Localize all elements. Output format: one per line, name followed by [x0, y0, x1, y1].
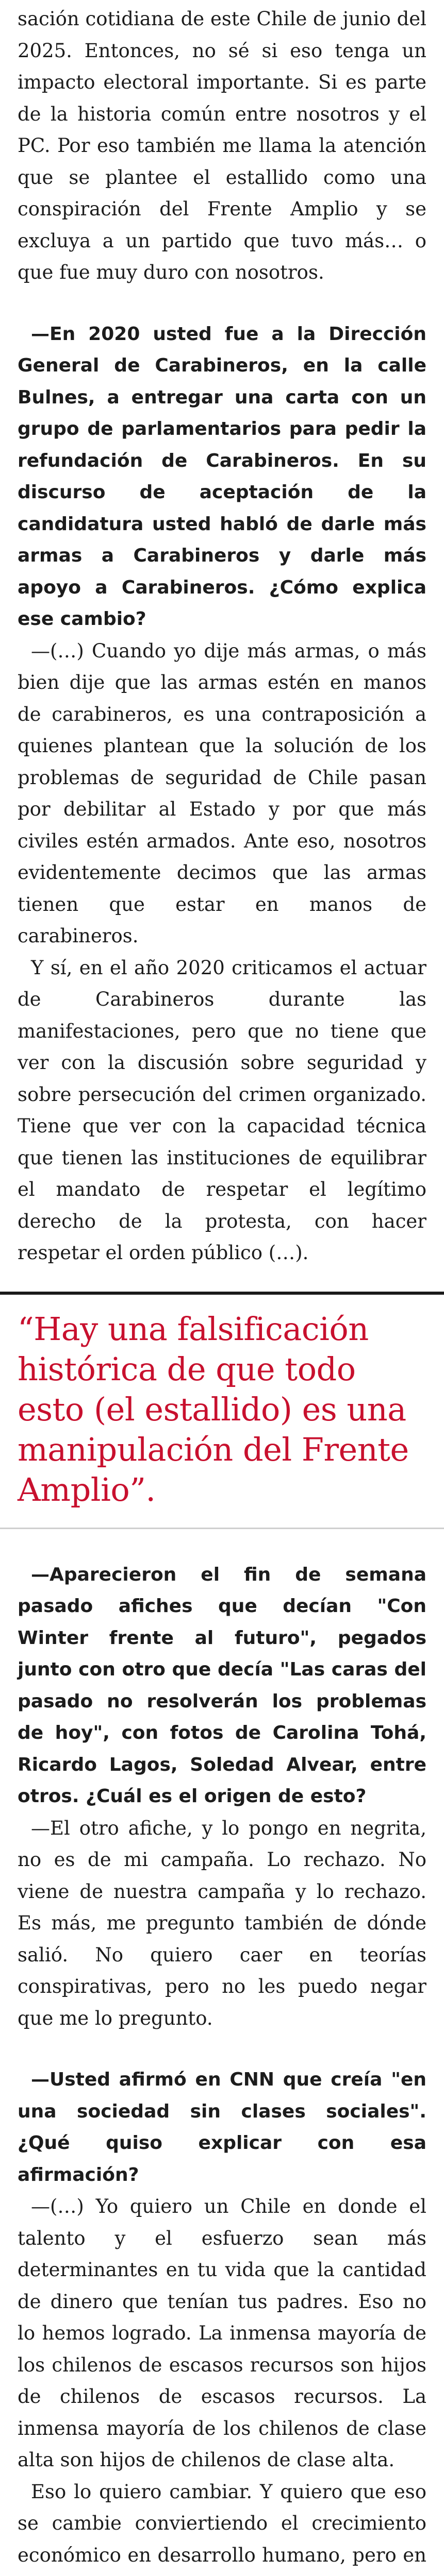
- interview-question: —Aparecieron el fin de semana pasado afiches que decían "Con Winter frente al futuro", pegados junto con otro que decía "Las caras del pasado no resolverán los problemas de hoy", con fotos de Carolina Tohá, Ricardo Lagos, Soledad Alvear, entre otros. ¿Cuál es el origen de esto?: [18, 1564, 426, 1807]
- pull-quote: [0, 1292, 444, 1529]
- answer-paragraph: —(…) Yo quiero un Chile en donde el talento y el esfuerzo sean más determinantes en tu vida que la cantidad de dinero que tenían tus padres. Eso no lo hemos logrado. La inmensa mayoría de los chilenos de escasos recursos son hijos de chilenos de escasos recursos. La inmensa mayoría de los chilenos de clase alta son hijos de chilenos de clase alta.: [18, 2195, 426, 2471]
- interview-question: —En 2020 usted fue a la Dirección General de Carabineros, en la calle Bulnes, a entregar una carta con un grupo de parlamentarios para pedir la refundación de Carabineros. En su discurso de aceptación de la candidatura usted habló de darle más armas a Carabineros y darle más apoyo a Carabineros. ¿Cómo explica ese cambio?: [18, 323, 426, 630]
- answer-paragraph: Eso lo quiero cambiar. Y quiero que eso se cambie conviertiendo el crecimiento económico en desarrollo humano, pero en: [18, 2480, 426, 2566]
- qa-block-clases-sociales: [18, 2064, 426, 2576]
- intro-paragraph: sación cotidiana de este Chile de junio del 2025. Entonces, no sé si eso tenga un impacto electoral importante. Si es parte de la historia común entre nosotros y el PC. Por eso también me llama la atención que se plantee el estallido como una conspiración del Frente Amplio y se excluya a un partido que tuvo más… o que fue muy duro con nosotros.: [18, 8, 426, 283]
- answer-paragraph: —(…) Cuando yo dije más armas, o más bien dije que las armas estén en manos de carabineros, es una contraposición a quienes plantean que la solución de los problemas de seguridad de Chile pasan por debilitar al Estado y por que más civiles estén armados. Ante eso, nosotros evidentemente decimos que las armas tienen que estar en manos de carabineros.: [18, 639, 426, 947]
- qa-block-afiches: [18, 1559, 426, 2035]
- qa-block-carabineros: [18, 318, 426, 1269]
- answer-paragraph: Y sí, en el año 2020 criticamos el actuar de Carabineros durante las manifestaciones, pero que no tiene que ver con la discusión sobre seguridad y sobre persecución del crimen organizado. Tiene que ver con la capacidad técnica que tienen las instituciones de equilibrar el mandato de respetar el legítimo derecho de la protesta, con hacer respetar el orden público (…).: [18, 956, 426, 1264]
- interview-question: —Usted afirmó en CNN que creía "en una sociedad sin clases sociales". ¿Qué quiso explicar con esa afirmación?: [18, 2069, 426, 2185]
- answer-paragraph: —El otro afiche, y lo pongo en negrita, no es de mi campaña. Lo rechazo. No viene de nuestra campaña y lo rechazo. Es más, me pregunto también de dónde salió. No quiero caer en teorías conspirativas, pero no les puedo negar que me lo pregunto.: [18, 1817, 426, 2029]
- pull-quote-text: “Hay una falsificación histórica de que todo esto (el estallido) es una manipulación del Frente Amplio”.: [18, 1310, 409, 1509]
